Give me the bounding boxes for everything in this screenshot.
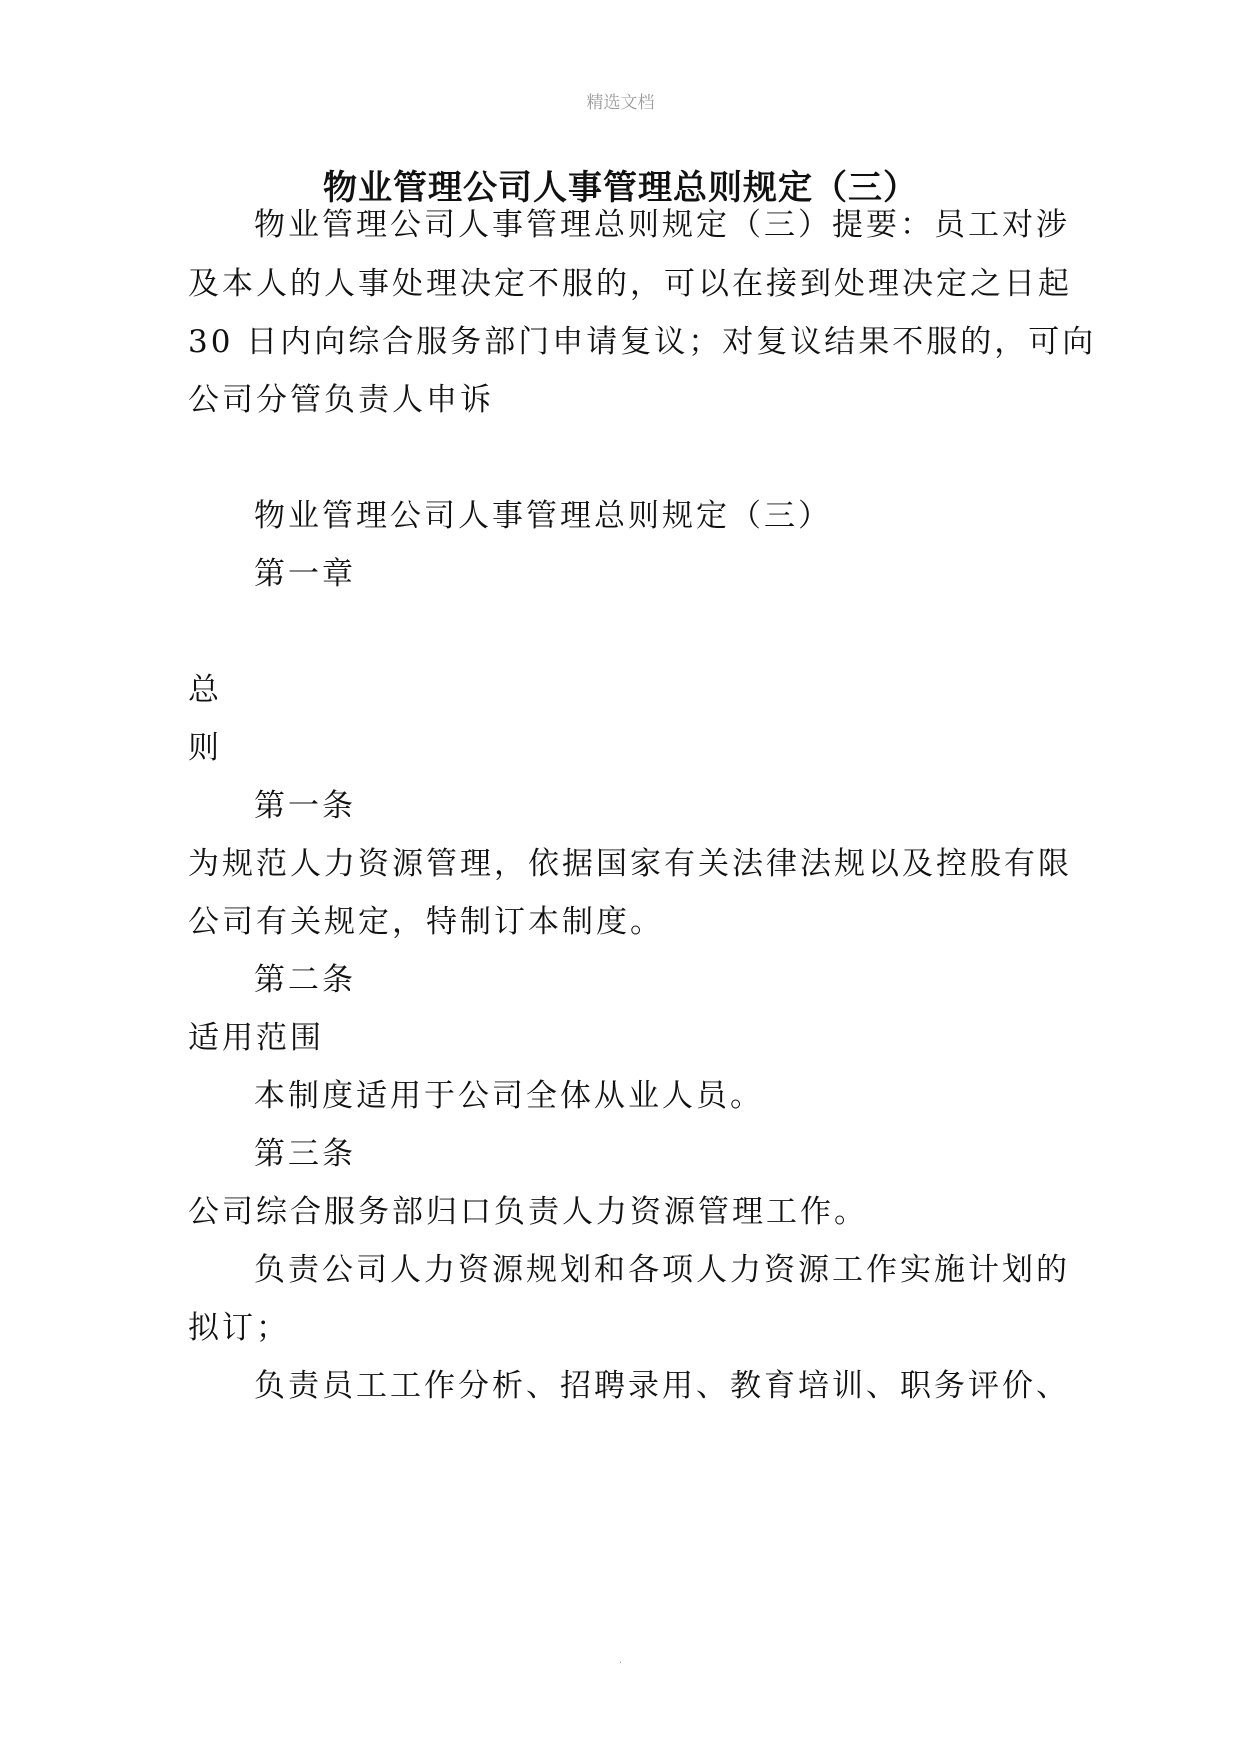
duty-text: 负责员工工作分析、招聘录用、教育培训、职务评价、 <box>254 1368 1070 1404</box>
chapter-name-part: 则 <box>188 730 222 766</box>
article-number: 第三条 <box>254 1136 356 1172</box>
article-text: 为规范人力资源管理，依据国家有关法律法规以及控股有限 <box>188 846 1072 882</box>
article-text: 公司综合服务部归口负责人力资源管理工作。 <box>188 1194 868 1230</box>
chapter-name-part: 总 <box>188 672 222 708</box>
summary-line: 公司分管负责人申诉 <box>188 382 494 418</box>
article-number: 第二条 <box>254 962 356 998</box>
chapter-number: 第一章 <box>254 556 356 592</box>
duty-text: 负责公司人力资源规划和各项人力资源工作实施计划的 <box>254 1252 1070 1288</box>
summary-line: 30 日内向综合服务部门申请复议；对复议结果不服的，可向 <box>188 324 1097 360</box>
body-doc-title: 物业管理公司人事管理总则规定（三） <box>254 498 832 534</box>
article-number: 第一条 <box>254 788 356 824</box>
document-title: 物业管理公司人事管理总则规定（三） <box>323 168 918 208</box>
page-footer-mark: . <box>618 1655 623 1666</box>
summary-line: 及本人的人事处理决定不服的，可以在接到处理决定之日起 <box>188 266 1072 302</box>
page-header: 精选文档 <box>586 93 655 113</box>
duty-text: 拟订； <box>188 1310 290 1346</box>
article-text: 公司有关规定，特制订本制度。 <box>188 904 664 940</box>
summary-line: 物业管理公司人事管理总则规定（三）提要：员工对涉 <box>254 207 1070 243</box>
article-heading: 适用范围 <box>188 1020 324 1056</box>
article-text: 本制度适用于公司全体从业人员。 <box>254 1078 764 1114</box>
